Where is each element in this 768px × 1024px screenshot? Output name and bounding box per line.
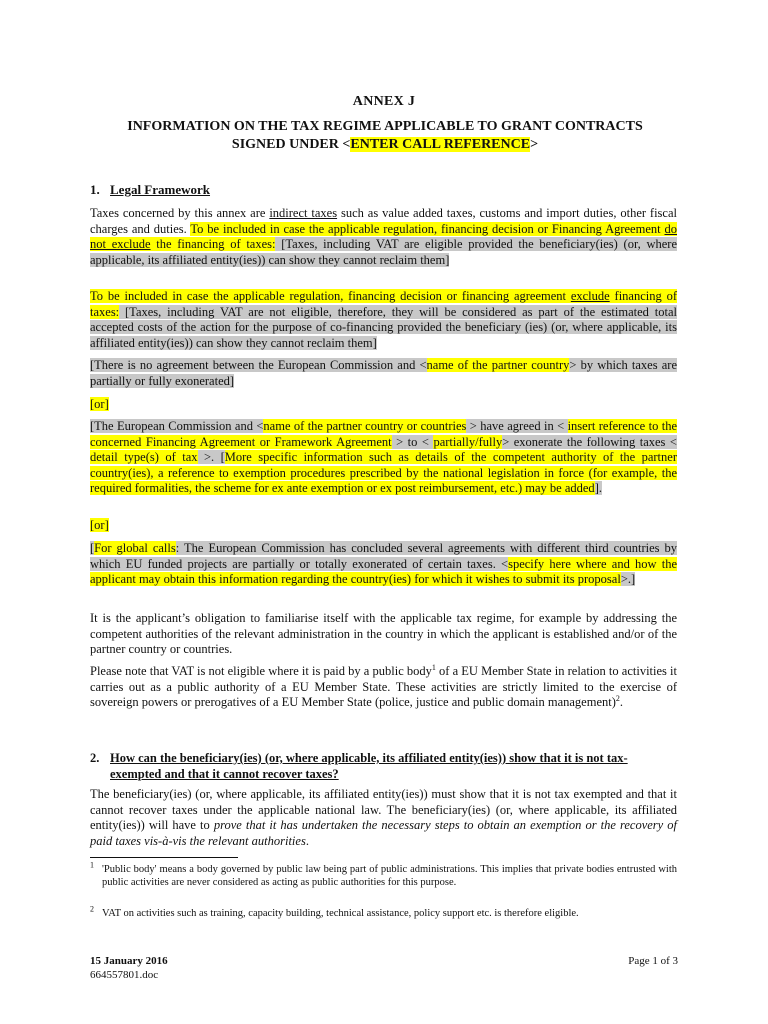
- text: of a EU Member State in relation to activities it carries out as a public authority of a EU Member State. These activities are strictly limited to the exercise of sovereign powers or prerogatives of a EU Member State (police, justice and public domain management): [90, 664, 678, 709]
- paragraph-agreement-exonerate: [90, 419, 677, 497]
- footnote-ref-2[interactable]: 2: [615, 693, 620, 703]
- document-title: [90, 118, 680, 154]
- footnote-number: 1: [90, 860, 94, 870]
- paragraph-applicant-obligation: It is the applicant’s obligation to familiarise itself with the applicable tax regime, for example by addressing the competent authorities of the relevant administration in the country in which the applicant is established and/or of the partner country or countries.: [90, 611, 677, 656]
- paragraph-not-tax-exempted: [90, 787, 677, 849]
- shaded-option-text: : The European Commission has concluded several agreements with different third countries by which EU funded projects are partially or totally exonerated of certain taxes. <: [90, 541, 678, 571]
- section-1-heading: [90, 182, 210, 198]
- tax-type-placeholder: detail type(s) of tax: [90, 450, 198, 464]
- partner-country-placeholder: name of the partner country: [426, 358, 570, 372]
- shaded-option-text: [Taxes, including VAT are not eligible, therefore, they will be considered as part of the estimated total accepted costs of the action for the purpose of co-financing provided the beneficiary (ies) (or, where applicable, its affiliated entity(ies)) can show they cannot reclaim them]: [90, 304, 677, 350]
- paragraph-global-calls: [90, 541, 677, 588]
- footer-filename: 664557801.doc: [90, 969, 159, 981]
- title-line-2: [90, 136, 680, 154]
- call-reference-placeholder: ENTER CALL REFERENCE: [350, 137, 531, 152]
- or-separator-1: [90, 397, 677, 413]
- text: .: [305, 833, 309, 848]
- global-calls-label: For global calls: [94, 541, 176, 555]
- paragraph-no-agreement: [90, 358, 677, 389]
- shaded-option-text: > by which taxes are partially or fully exonerated]: [90, 358, 677, 388]
- footnote-2: [90, 904, 677, 920]
- highlight-instruction: specify here where and how the applicant may obtain this information regarding the country(ies) for which it wishes to submit its proposal: [90, 556, 677, 586]
- page-number: Page 1 of 3: [628, 955, 678, 967]
- section-number: 1.: [90, 182, 100, 197]
- highlight-instruction: More specific information such as details of the competent authority of the partner country(ies), a reference to exemption procedures prescribed by the national legislation in force (for example, the required formalities, the scheme for ex ante exemption or ex post reimbursement, etc.) may be added: [90, 450, 677, 495]
- footer-date: 15 January 2016: [90, 955, 168, 967]
- title-prefix: SIGNED UNDER <: [231, 137, 351, 152]
- highlight-instruction: To be included in case the applicable regulation, financing decision or Financing Agreement: [190, 221, 665, 236]
- shaded-option-text: >. [: [197, 450, 225, 464]
- highlight-instruction: To be included in case the applicable regulation, financing decision or financing agreement: [90, 289, 571, 303]
- footnote-number: 2: [90, 904, 94, 914]
- footnote-separator: [90, 857, 238, 858]
- section-2-heading: [90, 750, 678, 782]
- footnote-ref-1[interactable]: 1: [431, 662, 436, 672]
- shaded-option-text: > exonerate the following taxes <: [502, 434, 677, 449]
- shaded-option-text: >.]: [620, 572, 636, 586]
- text: Taxes concerned by this annex are: [90, 206, 270, 220]
- text-underlined: indirect taxes: [269, 206, 338, 220]
- shaded-option-text: ].: [594, 481, 602, 495]
- footnote-1: [90, 860, 677, 889]
- highlight-underlined: do not exclude: [90, 221, 677, 251]
- paragraph-exclude-taxes: [90, 289, 677, 351]
- shaded-option-text: > to <: [391, 434, 434, 449]
- footnote-mark: [90, 860, 94, 876]
- highlight-underlined: exclude: [570, 289, 610, 303]
- text: Please note that VAT is not eligible where it is paid by a public body: [90, 664, 432, 678]
- text: such as value added taxes, customs and import duties, other fiscal charges and duties.: [90, 206, 677, 236]
- shaded-option-text: [: [90, 541, 95, 555]
- shaded-option-text: [The European Commission and <: [90, 419, 264, 433]
- title-line-1: INFORMATION ON THE TAX REGIME APPLICABLE TO GRANT CONTRACTS: [127, 119, 643, 134]
- section-title: How can the beneficiary(ies) (or, where applicable, its affiliated entity(ies)) show that it is not tax-exempted and that it cannot recover taxes?: [110, 751, 628, 781]
- title-suffix: >: [530, 137, 539, 152]
- shaded-option-text: > have agreed in <: [466, 419, 568, 433]
- text: The beneficiary(ies) (or, where applicable, its affiliated entity(ies)) must show that it is not tax exempted and that it cannot recover taxes under the applicable national law. The beneficiary(ies) (or, where applicable, its affiliated entity(ies)) will have to: [90, 787, 677, 832]
- shaded-option-text: [There is no agreement between the European Commission and <: [90, 358, 427, 372]
- highlight-instruction: the financing of taxes:: [150, 237, 276, 251]
- footnote-text: 'Public body' means a body governed by public law being part of public administrations. This implies that private bodies entrusted with public activities are never considered as acting as public authorities for this purpose.: [102, 864, 677, 888]
- section-title: Legal Framework: [110, 182, 211, 197]
- annex-label: ANNEX J: [352, 94, 416, 109]
- footnote-text: VAT on activities such as training, capacity building, technical assistance, policy support etc. is therefore eligible.: [102, 908, 579, 919]
- section-number: 2.: [90, 751, 100, 765]
- text: .: [619, 695, 623, 709]
- highlight-instruction: financing of taxes:: [90, 289, 677, 319]
- paragraph-vat-public-body: [90, 664, 677, 711]
- shaded-option-text: [Taxes, including VAT are eligible provided the beneficiary(ies) (or, where applicable, its affiliated entity(ies)) can show they cannot reclaim them]: [90, 237, 677, 267]
- text-italic: prove that it has undertaken the necessary steps to obtain an exemption or the recovery of paid taxes vis-à-vis the relevant authorities: [90, 818, 677, 848]
- or-label: [or]: [90, 518, 109, 532]
- footnote-mark: [90, 904, 94, 920]
- agreement-reference-placeholder: insert reference to the concerned Financing Agreement or Framework Agreement: [90, 419, 678, 449]
- partner-countries-placeholder: name of the partner country or countries: [263, 419, 467, 433]
- or-separator-2: [90, 518, 677, 534]
- or-label: [or]: [90, 397, 109, 411]
- partially-fully-placeholder: partially/fully: [433, 434, 503, 449]
- paragraph-indirect-taxes: [90, 206, 677, 268]
